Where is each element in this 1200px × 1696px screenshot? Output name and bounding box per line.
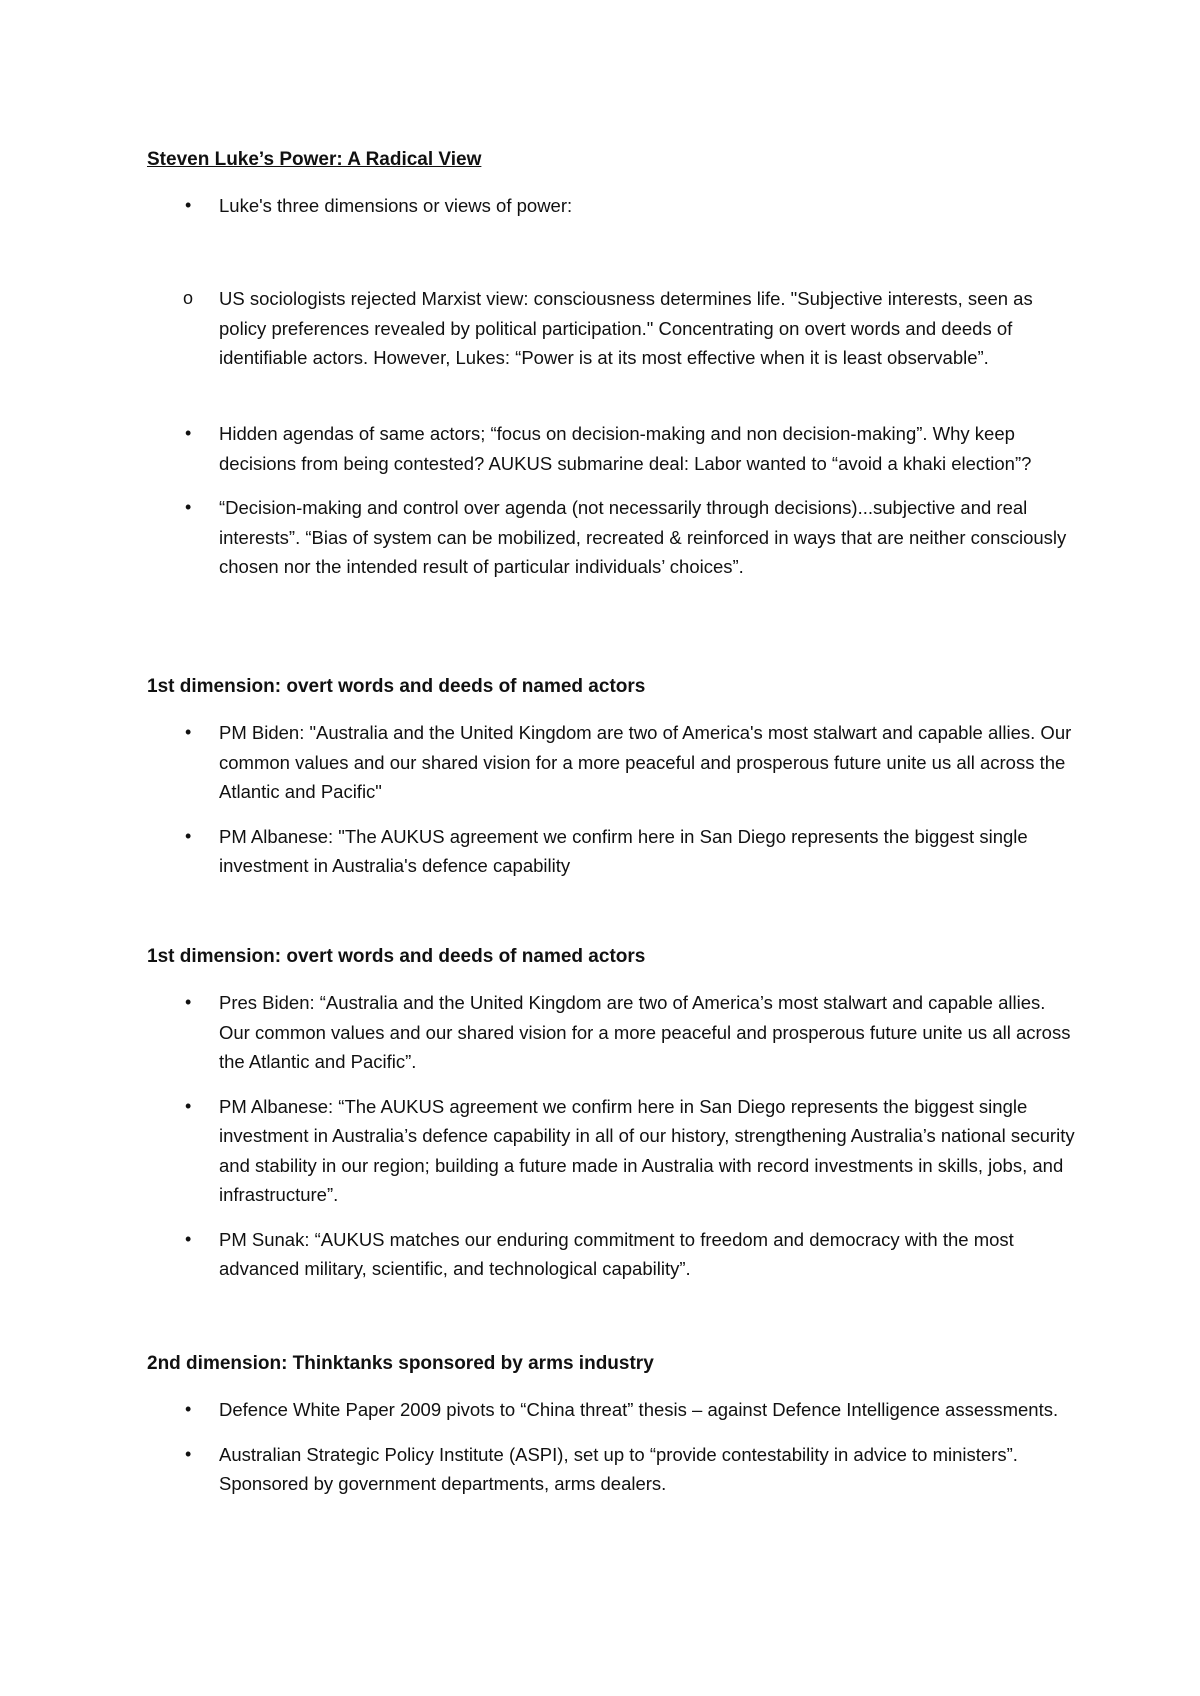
bullet-marker: • [185, 1443, 192, 1464]
document-title: Steven Luke’s Power: A Radical View [147, 149, 482, 170]
bullet-marker: • [185, 722, 192, 742]
list-item-text: Defence White Paper 2009 pivots to “China threat” thesis – against Defence Intelligence assessments. [219, 1399, 1059, 1420]
list-item-text: PM Sunak: “AUKUS matches our enduring commitment to freedom and democracy with the most advanced military, scientific, and technological capability”. [219, 1228, 1014, 1279]
section-heading: 1st dimension: overt words and deeds of named actors [147, 946, 646, 967]
section-heading: 1st dimension: overt words and deeds of named actors [147, 676, 646, 697]
sub-bullet-marker: o [183, 288, 194, 308]
section-heading: 2nd dimension: Thinktanks sponsored by arms industry [147, 1353, 654, 1374]
bullet-marker: • [185, 195, 192, 215]
list-item-text: Australian Strategic Policy Institute (ASPI), set up to “provide contestability in advice to ministers”. Sponsored by government departments, arms dealers. [219, 1443, 1018, 1494]
list-item-text: Pres Biden: “Australia and the United Kingdom are two of America’s most stalwart and capable allies. Our common values and our shared vision for a more peaceful and prosperous future unite us all across the Atlantic and Pacific”. [219, 992, 1071, 1072]
list-item [147, 191, 1077, 221]
list-item [147, 718, 1077, 807]
bullet-marker: • [185, 423, 192, 443]
list-item-text: “Decision-making and control over agenda (not necessarily through decisions)...subjective and real interests”. “Bias of system can be mobilized, recreated & reinforced in ways that are neither consciously chosen nor the intended result of particular individuals’ choices”. [219, 497, 1067, 577]
list-item-text: US sociologists rejected Marxist view: consciousness determines life. "Subjective interests, seen as policy preferences revealed by political participation." Concentrating on overt words and deeds of identifiable actors. However, Lukes: “Power is at its most effective when it is least observable”. [219, 288, 1033, 368]
bullet-marker: • [185, 825, 192, 846]
bullet-marker: • [185, 1095, 192, 1116]
bullet-marker: • [185, 1399, 192, 1419]
list-item-text: Hidden agendas of same actors; “focus on decision-making and non decision-making”. Why keep decisions from being contested? AUKUS submarine deal: Labor wanted to “avoid a khaki election”? [219, 423, 1032, 474]
list-item [147, 822, 1077, 881]
list-item-text: PM Albanese: “The AUKUS agreement we confirm here in San Diego represents the biggest single investment in Australia’s defence capability in all of our history, strengthening Australia’s national security and stability in our region; building a future made in Australia with record investments in skills, jobs, and infrastructure”. [219, 1095, 1075, 1205]
list-item [147, 284, 1077, 373]
list-item [147, 419, 1077, 478]
list-item [147, 493, 1077, 582]
bullet-marker: • [185, 497, 192, 517]
list-item [147, 1440, 1077, 1499]
list-item-text: PM Albanese: "The AUKUS agreement we confirm here in San Diego represents the biggest single investment in Australia's defence capability [219, 825, 1028, 876]
list-item-text: PM Biden: "Australia and the United Kingdom are two of America's most stalwart and capable allies. Our common values and our shared vision for a more peaceful and prosperous future unite us all across the Atlantic and Pacific" [219, 722, 1072, 802]
list-item [147, 988, 1077, 1077]
bullet-marker: • [185, 1228, 192, 1249]
bullet-marker: • [185, 992, 192, 1012]
list-item-text: Luke's three dimensions or views of power: [219, 195, 573, 216]
list-item [147, 1092, 1077, 1210]
list-item [147, 1225, 1077, 1284]
list-item [147, 1395, 1077, 1425]
